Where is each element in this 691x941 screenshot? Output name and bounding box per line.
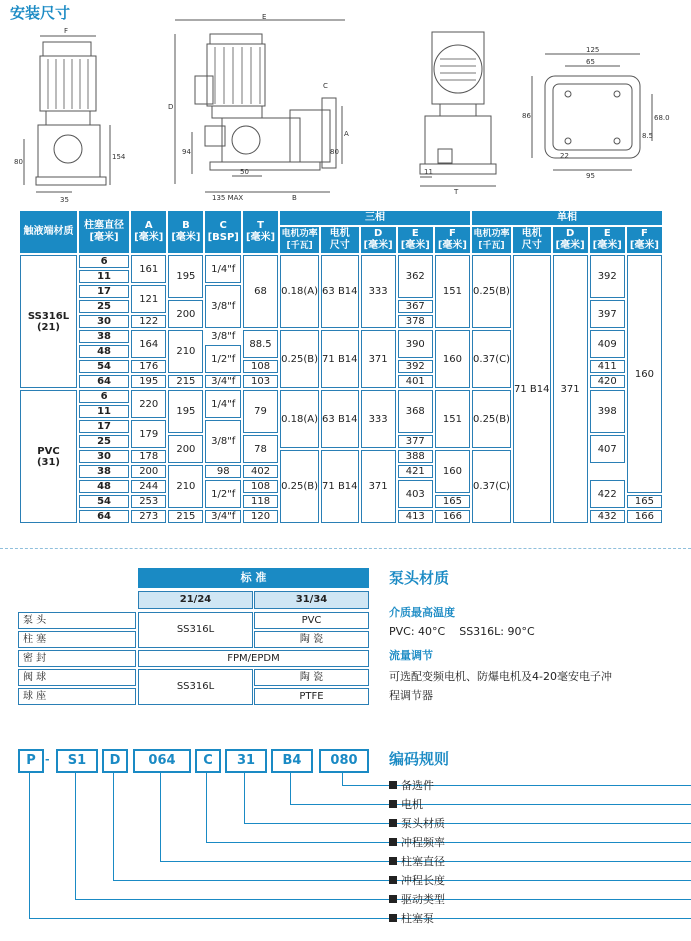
legend-1: 备选件 xyxy=(389,777,434,793)
legend-2: 电机 xyxy=(389,796,423,812)
code-box-3: D xyxy=(102,749,128,773)
code-box-1: P xyxy=(18,749,44,773)
code-box-7: B4 xyxy=(271,749,313,773)
dim-A: A xyxy=(344,130,349,138)
legend-3: 泵头材质 xyxy=(389,815,445,831)
coding-title: 编码规则 xyxy=(389,750,450,768)
dim-11: 11 xyxy=(424,168,433,176)
dim-95: 95 xyxy=(586,172,595,180)
flow-text-2: 程调节器 xyxy=(389,689,433,702)
dim-154: 154 xyxy=(112,153,126,161)
dim-B: B xyxy=(292,194,297,202)
legend-8: 柱塞泵 xyxy=(389,910,434,926)
dim-85: 8.5 xyxy=(642,132,654,140)
dim-22: 22 xyxy=(560,152,569,160)
code-box-5: C xyxy=(195,749,221,773)
dim-94: 94 xyxy=(182,148,191,156)
code-box-4: 064 xyxy=(133,749,191,773)
dim-86: 86 xyxy=(522,112,531,120)
code-box-8: 080 xyxy=(319,749,369,773)
code-dash: - xyxy=(45,753,50,766)
base-plate-drawing xyxy=(522,46,670,180)
temp-title: 介质最高温度 xyxy=(389,606,455,619)
dim-80: 80 xyxy=(14,158,23,166)
flow-text-1: 可选配变频电机、防爆电机及4-20毫安电子冲 xyxy=(389,670,612,683)
legend-5: 柱塞直径 xyxy=(389,853,445,869)
side-view-drawing xyxy=(14,27,126,204)
dim-T: T xyxy=(454,188,459,196)
dim-65: 65 xyxy=(586,58,595,66)
dim-50: 50 xyxy=(240,168,249,176)
dim-80b: 80 xyxy=(330,148,339,156)
dim-F: F xyxy=(64,27,69,35)
code-box-2: S1 xyxy=(56,749,98,773)
legend-4: 冲程频率 xyxy=(389,834,445,850)
legend-6: 冲程长度 xyxy=(389,872,445,888)
dim-E: E xyxy=(262,14,267,21)
spec-table: 触液端材质 柱塞直径 [毫米] A [毫米] B [毫米] C [BSP] T [毫米] 三相 单相 电机功率 [千瓦] 电机 尺寸 D [毫米] E [毫米] F [毫米] 电机功率 [千瓦] 电机 尺寸 D [毫米] E [毫米] F [毫米] SS316L (21) 6 161 195 1/4"f 68 0.18(A) 63 B14 333 362 151 0.25(B) 71 B14 371 392 160 11 17 121 3/8"f 25 200 367 397 30 122 378 38 164 210 3/8"f 88.5 0.25(B) 71 B14 371 390 160 0.37(C) 409 48 1/2"f 54 176 108 392 411 64 195 215 3/4"f 103 401 420 PVC (31) 6 220 195 1/4"f 79 0.18(A) 63 B14 333 368 151 0.25(B) 398 11 17 179 3/8"f 25 200 78 377 407 30 178 0.25(B) 71 B14 371 388 160 0.37(C) 38 200 210 98 402 421 48 244 1/2"f 108 403 422 54 253 118 165 165 64 273 215 3/4"f 120 413 166 432 166 xyxy=(18,209,664,525)
pump-material-title: 泵头材质 xyxy=(389,569,450,587)
divider xyxy=(0,548,691,549)
dim-35: 35 xyxy=(60,196,69,204)
material-table: 标 准 21/24 31/34 泵 头 柱 塞 密 封 阀 球 球 座 SS316L PVC 陶 瓷 FPM/EPDM SS316L 陶 瓷 PTFE xyxy=(18,568,370,708)
front-view-drawing xyxy=(168,14,349,202)
dim-C: C xyxy=(323,82,328,90)
dim-D: D xyxy=(168,103,174,111)
dim-125: 125 xyxy=(586,46,600,54)
dim-135: 135 MAX xyxy=(212,194,244,202)
end-view-drawing xyxy=(420,32,496,196)
installation-drawings xyxy=(0,14,691,209)
temp-text: PVC: 40°C SS316L: 90°C xyxy=(389,625,535,638)
install-title: 安装尺寸 xyxy=(10,4,71,22)
code-box-6: 31 xyxy=(225,749,267,773)
dim-68: 68.0 xyxy=(654,114,670,122)
legend-7: 驱动类型 xyxy=(389,891,445,907)
flow-title: 流量调节 xyxy=(389,649,433,662)
